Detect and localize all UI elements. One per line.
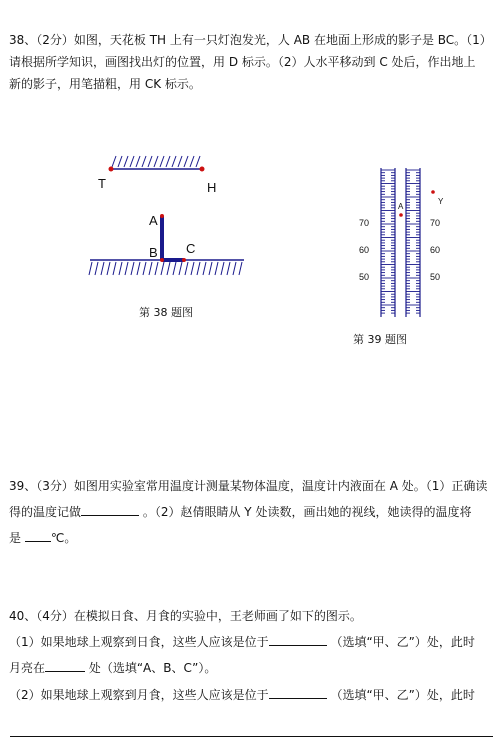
point-y-marker: [431, 190, 435, 194]
label-a: A: [149, 213, 158, 228]
q39-line-2-end: 。（2）赵倩眼睛从 Y 处读数，画出她的视线，她读得的温度将: [142, 505, 472, 519]
point-h-marker: [200, 167, 205, 172]
q40-blank-lunar-position[interactable]: [269, 686, 327, 699]
right-tick-label-50: 50: [430, 272, 441, 282]
label-y: Y: [438, 197, 444, 206]
point-a-marker: [160, 214, 164, 218]
left-tick-label-50: 50: [359, 272, 370, 282]
q39-line-3-start: 是: [9, 531, 22, 545]
right-tick-label-70: 70: [430, 218, 441, 228]
label-c: C: [186, 241, 196, 256]
figure-38-caption: 第 38 题图: [139, 306, 193, 319]
left-tick-label-60: 60: [359, 245, 370, 255]
point-b-marker: [160, 258, 164, 262]
figure-39-caption: 第 39 题图: [353, 333, 407, 346]
q38-line-2: 请根据所学知识，画图找出灯的位置，用 D 标示。（2）人水平移动到 C 处后，作出地上: [9, 55, 476, 69]
ground-hatching: [89, 262, 242, 275]
q39-line-1: 39、（3分）如图用实验室常用温度计测量某物体温度，温度计内液面在 A 处。（1）正确读: [9, 479, 488, 493]
q38-line-3: 新的影子，用笔描粗，用 CK 标示。: [9, 77, 201, 91]
q39-line-2: [9, 503, 471, 520]
figure-39-thermometer: [350, 162, 460, 324]
left-tick-label-70: 70: [359, 218, 370, 228]
point-a-marker: [399, 213, 403, 217]
q39-line-3-end: ℃。: [50, 531, 77, 545]
q40-line-2: [9, 633, 475, 650]
q39-blank-reading[interactable]: [25, 529, 51, 542]
q40-line-3-start: 月亮在: [9, 661, 46, 675]
q39-blank-temperature[interactable]: [81, 503, 139, 516]
q40-line-4-start: （2）如果地球上观察到月食，这些人应该是位于: [9, 688, 269, 702]
figure-38-shadow-diagram: [80, 150, 260, 280]
label-h: H: [207, 180, 217, 195]
q40-line-2-end: （选填“甲、乙”）处，此时: [330, 635, 475, 649]
q40-line-4: [9, 686, 475, 703]
q38-line-1: 38、（2分）如图，天花板 TH 上有一只灯泡发光，人 AB 在地面上形成的影子是 BC。（1）: [9, 33, 492, 47]
point-c-marker: [182, 258, 186, 262]
page-bottom-rule: [10, 736, 493, 737]
q40-blank-moon-position[interactable]: [45, 659, 85, 672]
label-t: T: [98, 176, 106, 191]
q40-line-1: 40、（4分）在模拟日食、月食的实验中，王老师画了如下的图示。: [9, 609, 362, 623]
q40-line-2-start: （1）如果地球上观察到日食，这些人应该是位于: [9, 635, 269, 649]
q40-line-3: [9, 659, 216, 676]
q40-line-3-end: 处（选填“A、B、C”）。: [88, 661, 217, 675]
ceiling-hatching: [112, 156, 200, 167]
left-scale-ticks: [381, 170, 395, 313]
label-a: A: [398, 202, 404, 211]
q39-line-2-start: 得的温度记做: [9, 505, 82, 519]
q39-line-3: [9, 529, 76, 546]
right-scale-ticks: [406, 170, 420, 313]
right-tick-label-60: 60: [430, 245, 441, 255]
label-b: B: [149, 245, 158, 260]
q40-line-4-end: （选填“甲、乙”）处，此时: [330, 688, 475, 702]
point-t-marker: [109, 167, 114, 172]
q40-blank-solar-position[interactable]: [269, 633, 327, 646]
